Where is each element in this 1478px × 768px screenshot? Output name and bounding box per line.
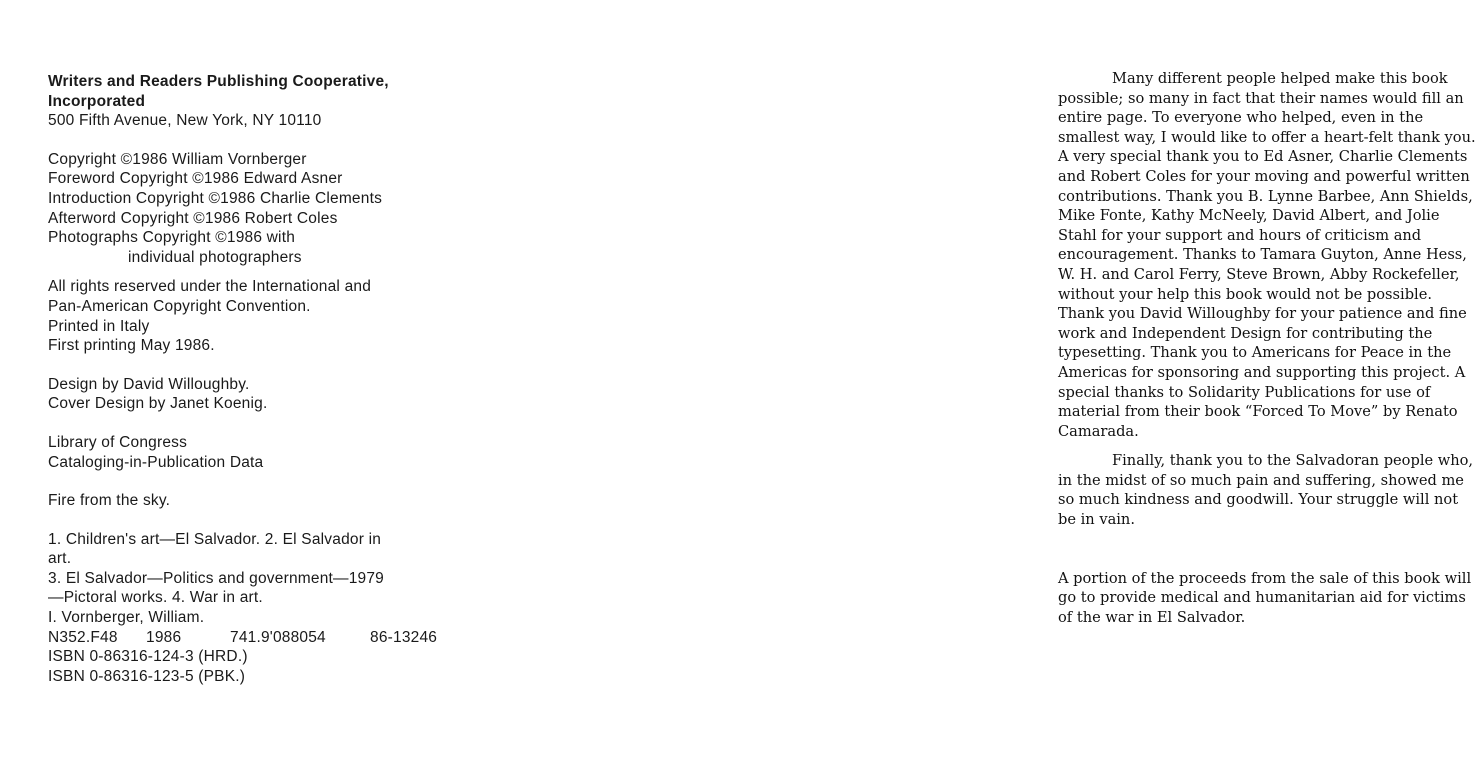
rights-line: Printed in Italy [48, 317, 150, 335]
copyright-line: Foreword Copyright ©1986 Edward Asner [48, 170, 343, 188]
isbn-line: ISBN 0-86316-124-3 (HRD.) [48, 648, 248, 666]
subject-line: 1. Children's art—El Salvador. 2. El Salvador in [48, 530, 382, 548]
subject-line: art. [48, 550, 72, 568]
call-number: N352.F48 [48, 628, 118, 646]
rights-line: Pan-American Copyright Convention. [48, 297, 311, 315]
proceeds-note: A portion of the proceeds from the sale of this book will go to provide medical and humanitarian aid for victims of the war in El Salvador. [1058, 569, 1472, 626]
library-line: Cataloging-in-Publication Data [48, 453, 264, 471]
copyright-page [0, 0, 512, 768]
copyright-line: Afterword Copyright ©1986 Robert Coles [48, 209, 338, 227]
isbn-block [48, 647, 478, 686]
rights-line: First printing May 1986. [48, 337, 215, 355]
catalog-numbers [48, 628, 478, 648]
subject-line: I. Vornberger, William. [48, 609, 205, 627]
acknowledgements-paragraph: Many different people helped make this book possible; so many in fact that their names would fill an entire page. To everyone who helped, even in the smallest way, I would like to offer a heart-felt thank you. A very special thank you to Ed Asner, Charlie Clements and Robert Coles for your moving and powerful written contributions. Thank you B. Lynne Barbee, Ann Shields, Mike Fonte, Kathy McNeely, David Albert, and Jolie Stahl for your support and hours of criticism and encouragement. Thanks to Tamara Guyton, Anne Hess, W. H. and Carol Ferry, Steve Brown, Abby Rockefeller, without your help this book would not be possible. Thank you David Willoughby for your patience and fine work and Independent Design for contributing the typesetting. Thank you to Americans for Peace in the Americas for sponsoring and supporting this project. A special thanks to Solidarity Publications for use of material from their book “Forced To Move” by Renato Camarada. [1058, 70, 1476, 440]
copyright-block [48, 150, 478, 268]
design-credits [48, 375, 478, 414]
library-heading [48, 433, 478, 472]
subjects-block [48, 530, 478, 628]
copyright-column [48, 72, 478, 686]
rights-block [48, 277, 478, 355]
subject-line: —Pictoral works. 4. War in art. [48, 589, 263, 607]
lccn-number: 86-13246 [370, 628, 438, 646]
catalog-year: 1986 [146, 628, 182, 646]
publisher-block [48, 72, 478, 131]
acknowledgements-page [512, 0, 1476, 768]
copyright-line: Introduction Copyright ©1986 Charlie Clements [48, 189, 383, 207]
copyright-line: Photographs Copyright ©1986 with [48, 229, 296, 247]
acknowledgements-column [1058, 69, 1478, 627]
publisher-name-line1: Writers and Readers Publishing Cooperative, [48, 73, 389, 90]
library-line: Library of Congress [48, 433, 188, 451]
design-line: Cover Design by Janet Koenig. [48, 395, 268, 413]
book-title: Fire from the sky. [48, 492, 171, 510]
dewey-number: 741.9'088054 [230, 628, 326, 646]
publisher-address: 500 Fifth Avenue, New York, NY 10110 [48, 112, 322, 130]
design-line: Design by David Willoughby. [48, 375, 250, 393]
copyright-continuation: individual photographers [128, 248, 302, 266]
rights-line: All rights reserved under the International and [48, 278, 372, 296]
closing-paragraph: Finally, thank you to the Salvadoran people who, in the midst of so much pain and suffering, showed me so much kindness and goodwill. Your struggle will not be in vain. [1058, 452, 1474, 529]
isbn-line: ISBN 0-86316-123-5 (PBK.) [48, 667, 246, 685]
copyright-line: Copyright ©1986 William Vornberger [48, 150, 307, 168]
subject-line: 3. El Salvador—Politics and government—1979 [48, 569, 384, 587]
publisher-name-line2: Incorporated [48, 92, 146, 110]
